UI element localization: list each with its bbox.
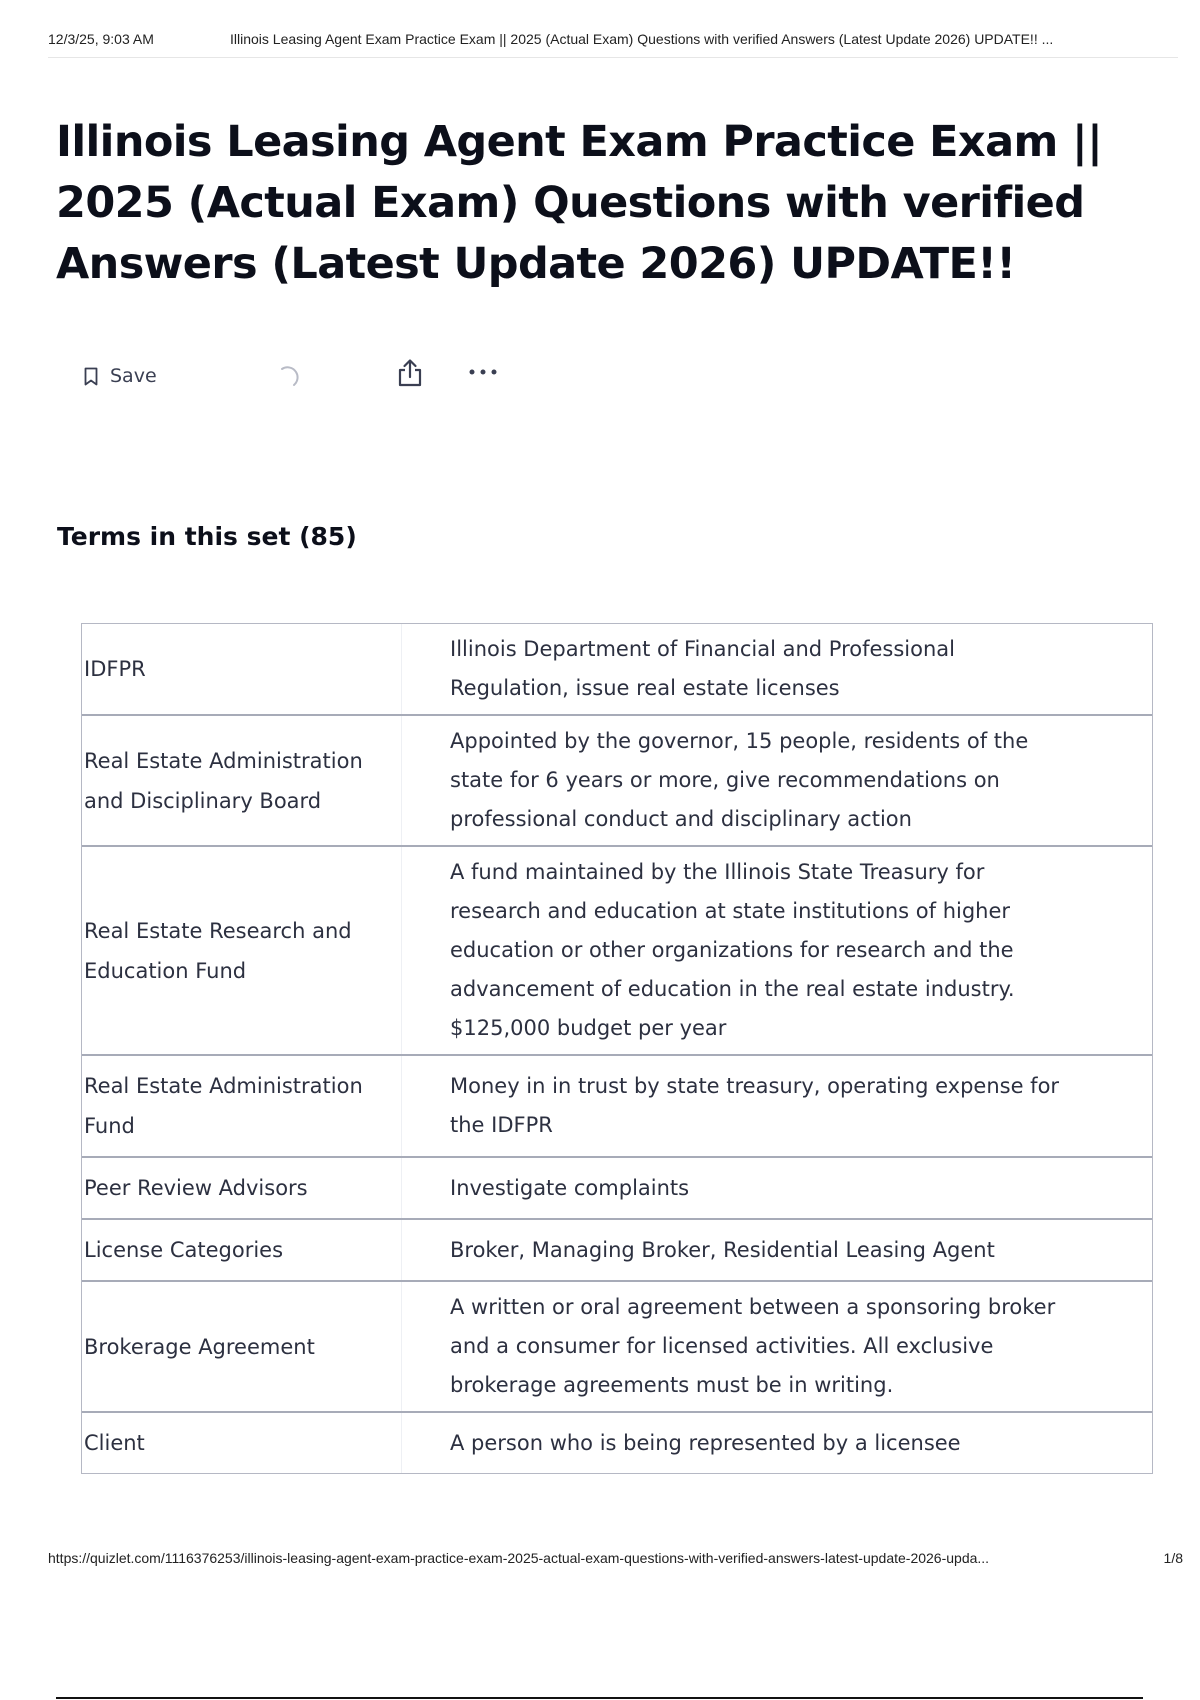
term-text: IDFPR [82,624,402,714]
term-text: Real Estate Administration and Disciplinary Board [82,716,402,845]
definition-text: Appointed by the governor, 15 people, residents of the state for 6 years or more, give recommendations on professional conduct and disciplinary action [450,729,1029,831]
term-row [82,624,1152,714]
print-datetime: 12/3/25, 9:03 AM [48,31,154,47]
term-row [82,1054,1152,1156]
share-icon[interactable] [396,358,424,388]
definition-text: Investigate complaints [450,1175,690,1200]
print-header [48,28,1178,58]
term-text: Real Estate Administration Fund [82,1056,402,1156]
definition-text: A written or oral agreement between a sponsoring broker and a consumer for licensed activities. All exclusive brokerage agreements must be in writing. [450,1295,1056,1397]
term-row [82,1218,1152,1280]
term-row [82,845,1152,1054]
term-row [82,1280,1152,1411]
term-text: Client [82,1413,402,1473]
terms-heading: Terms in this set (85) [57,522,357,551]
term-row [82,1411,1152,1473]
terms-table [81,623,1153,1474]
page-divider [56,1697,1143,1699]
print-document-title: Illinois Leasing Agent Exam Practice Exam || 2025 (Actual Exam) Questions with verified Answers (Latest Update 2026) UPDATE!! ... [230,31,1054,47]
term-text: License Categories [82,1220,402,1280]
definition-text: A fund maintained by the Illinois State Treasury for research and education at state institutions of higher education or other organizations for research and the advancement of education in the real estate industry. $125,000 budget per year [450,860,1015,1040]
definition-text: A person who is being represented by a licensee [450,1430,961,1455]
save-button-label: Save [110,365,157,387]
term-row [82,714,1152,845]
page-title: Illinois Leasing Agent Exam Practice Exam || 2025 (Actual Exam) Questions with verified Answers (Latest Update 2026) UPDATE!! [56,117,1103,289]
more-horizontal-icon[interactable] [468,360,498,384]
definition-text: Money in in trust by state treasury, operating expense for the IDFPR [450,1074,1060,1137]
page-url: https://quizlet.com/1116376253/illinois-leasing-agent-exam-practice-exam-2025-actual-exam-questions-with-verified-answers-latest-update-2026-upda... [48,1550,990,1566]
bookmark-icon [84,367,98,386]
term-text: Peer Review Advisors [82,1158,402,1218]
term-row [82,1156,1152,1218]
term-text: Real Estate Research and Education Fund [82,847,402,1054]
page-number: 1/8 [1163,1550,1183,1566]
definition-text: Broker, Managing Broker, Residential Leasing Agent [450,1237,995,1262]
save-button[interactable] [84,356,157,396]
definition-text: Illinois Department of Financial and Professional Regulation, issue real estate licenses [450,637,955,700]
term-text: Brokerage Agreement [82,1282,402,1411]
set-toolbar [84,356,524,396]
spinner-icon [276,363,302,389]
